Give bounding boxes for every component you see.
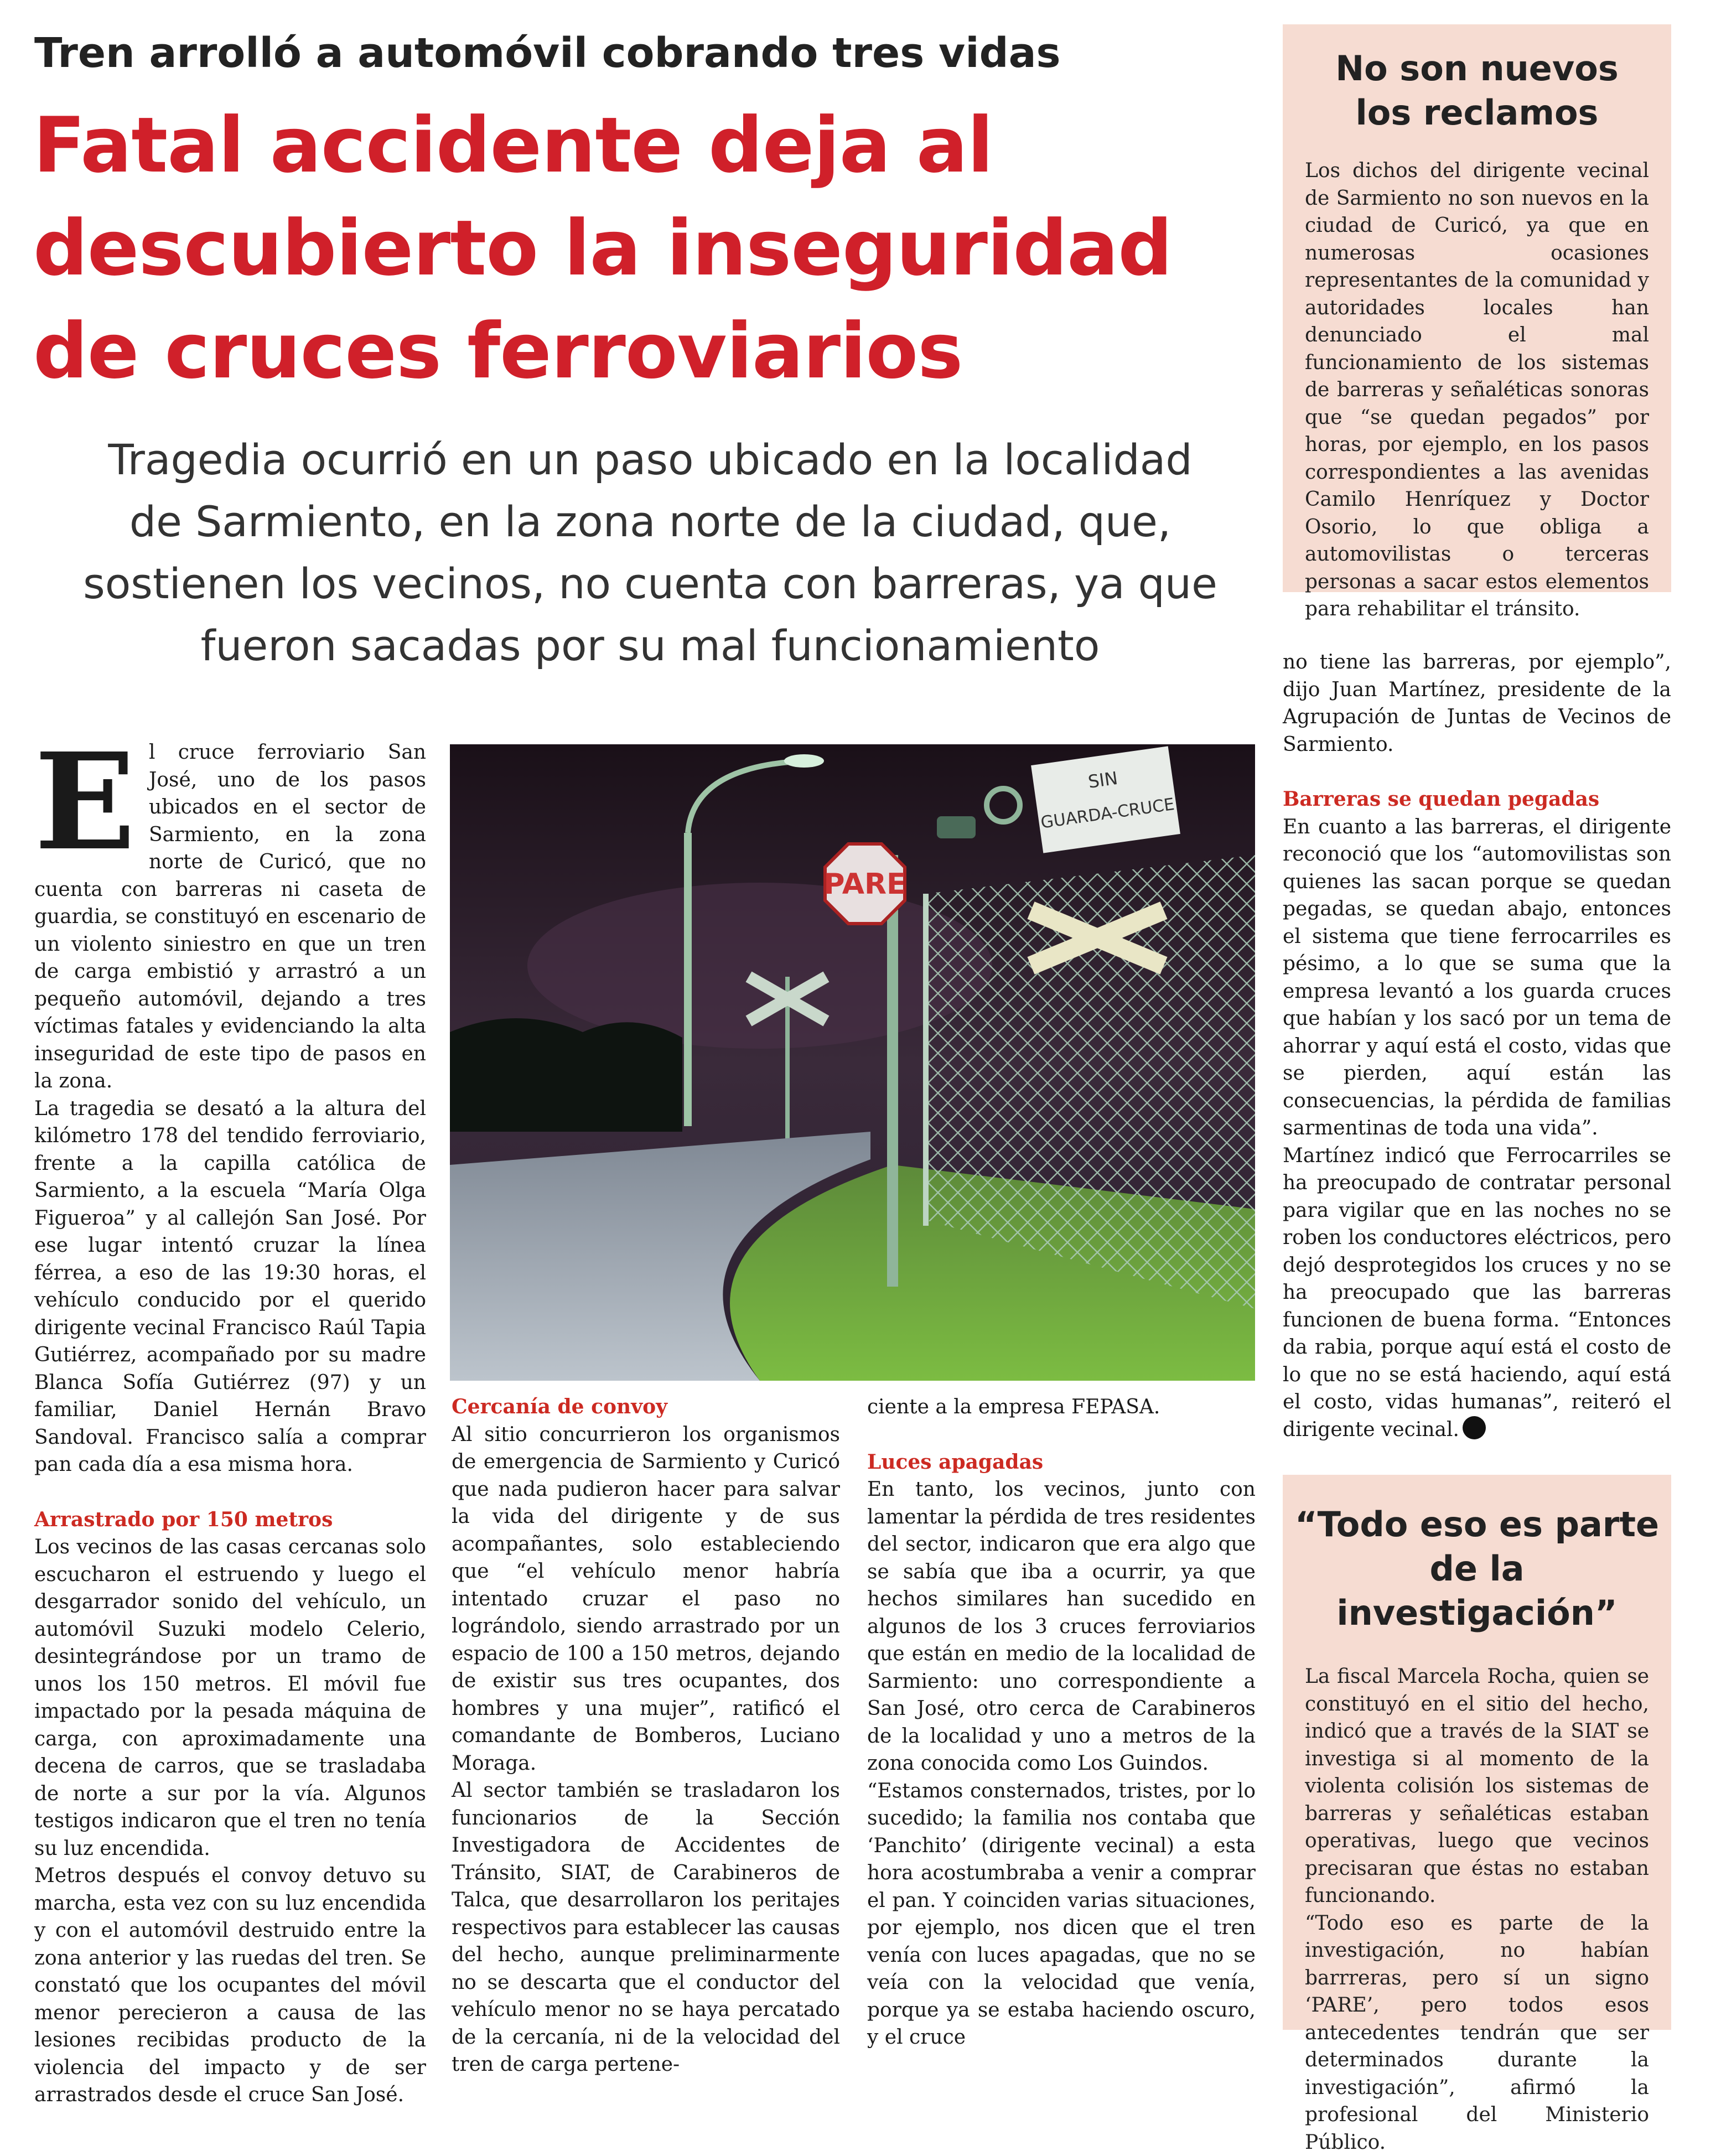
column-2 [452,1393,840,2079]
sidebar-paragraph: La fiscal Marcela Rocha, quien se constituyó en el sitio del hecho, indicó que a través de la SIAT se investiga si al momento de la violenta colisión los sistemas de barreras y señaléticas estaban operativas, luego que vecinos precisaran que éstas no estaban funcionando. [1305,1663,1649,1910]
paragraph: ciente a la empresa FEPASA. [867,1393,1256,1421]
paragraph [34,739,426,1095]
sidebar-title [1294,1502,1660,1635]
article-kicker: Tren arrolló a automóvil cobrando tres vidas [34,27,1252,80]
sidebar-title-line-2: de la investigación” [1294,1547,1660,1635]
paragraph-text: l cruce ferroviario San José, uno de los pasos ubicados en el sector de Sarmiento, en la zona norte de Curicó, que no cuenta con barreras ni caseta de guardia, se constituyó en escenario de un violento siniestro en que un tren de carga embistió y arrastró a un pequeño automóvil, dejando a tres víctimas fatales y evidenciando la alta inseguridad de este tipo de pasos en la zona. [34,741,426,1092]
sidebar-title-line-1: “Todo eso es parte [1294,1502,1660,1547]
paragraph: Los vecinos de las casas cercanas solo escucharon el estruendo y luego el desgarrador sonido del vehículo, un automóvil Suzuki modelo Celerio, desintegrándose por un tramo de unos los 150 metros. El móvil fue impactado por la pesada máquina de carga, con aproximadamente una decena de carros, que se trasladaba de norte a sur por la vía. Algunos testigos indicaron que el tren no tenía su luz encendida. [34,1533,426,1862]
headline-line-2: descubierto la inseguridad [33,197,1278,300]
headline-line-3: de cruces ferroviarios [33,300,1278,403]
sidebar-title-line-2: los reclamos [1299,91,1655,135]
sidebar-investigacion [1283,1475,1671,2030]
column-3 [867,1393,1256,2051]
deck-line-1: Tragedia ocurrió en un paso ubicado en la localidad [22,429,1278,491]
paragraph: Al sector también se trasladaron los funcionarios de la Sección Investigadora de Accidentes de Tránsito, SIAT, de Carabineros de Talca, que desarrollaron los peritajes respectivos para establecer las causas del hecho, aunque preliminarmente no se descarta que el conductor del vehículo menor no se haya percatado de la cercanía, ni de la velocidad del tren de carga pertene- [452,1777,840,2079]
paragraph: no tiene las barreras, por ejemplo”, dijo Juan Martínez, presidente de la Agrupación de Juntas de Vecinos de Sarmiento. [1283,649,1671,758]
paragraph: La tragedia se desató a la altura del kilómetro 178 del tendido ferroviario, frente a la capilla católica de Sarmiento, a la escuela “María Olga Figueroa” y al callejón San José. Por ese lugar intentó cruzar la línea férrea, a eso de las 19:30 horas, el vehículo conducido por el querido dirigente vecinal Francisco Raúl Tapia Gutiérrez, acompañado por su madre Blanca Sofía Gutiérrez (97) y un familiar, Daniel Hernán Bravo Sandoval. Francisco salía a comprar pan cada día a esa misma hora. [34,1095,426,1479]
sidebar-paragraph: Los dichos del dirigente vecinal de Sarmiento no son nuevos en la ciudad de Curicó, ya que en numerosas ocasiones representantes de la comunidad y autoridades locales han denunciado el mal funcionamiento de los sistemas de barreras y señaléticas sonoras que “se quedan pegados” por horas, por ejemplo, en los pasos correspondientes a las avenidas Camilo Henríquez y Doctor Osorio, lo que obliga a automovilistas o terceras personas a sacar estos elementos para rehabilitar el tránsito. [1305,157,1649,623]
sidebar-paragraph: “Todo eso es parte de la investigación, no habían barrreras, pero sí un signo ‘PARE’, pero todos esos antecedentes tendrán que ser determinados durante la investigación”, afirmó la profesional del Ministerio Público. [1305,1910,1649,2156]
paragraph [1283,1142,1671,1444]
sidebar-no-son-nuevos [1283,24,1671,592]
sidebar-body [1305,157,1649,623]
paragraph: En tanto, los vecinos, junto con lamentar la pérdida de tres residentes del sector, indicaron que era algo que se sabía que iba a ocurrir, ya que hechos similares han sucedido en algunos de los 3 cruces ferroviarios que están en medio de la localidad de Sarmiento: uno correspondiente a San José, otro cerca de Carabineros de la localidad y uno a metros de la zona conocida como Los Guindos. [867,1476,1256,1777]
column-1 [34,739,426,2109]
paragraph: Metros después el convoy detuvo su marcha, esta vez con su luz encendida y con el automóvil destruido entre la zona anterior y las ruedas del tren. Se constató que los ocupantes del móvil menor perecieron a causa de las lesiones recibidas producto de la violencia del impacto y de ser arrastrados desde el cruce San José. [34,1862,426,2109]
article-headline [33,94,1278,403]
paragraph: “Estamos consternados, tristes, por lo sucedido; la familia nos contaba que ‘Panchito’ (dirigente vecinal) a esta hora acostumbraba a venir a comprar el pan. Y coinciden varias situaciones, por ejemplo, nos dicen que el tren venía con luces apagadas, que no se veía con la velocidad que venía, porque ya se estaba haciendo oscuro, y el cruce [867,1777,1256,2051]
headline-line-1: Fatal accidente deja al [33,94,1278,197]
drop-cap: E [34,747,136,857]
paragraph-text: Martínez indicó que Ferrocarriles se ha preocupado de contratar personal para vigilar que en las noches no se roben los conductores eléctricos, pero dejó desprotegidos los cruces y no se ha preocupado que las barreras funcionen de buena forma. “Entonces da rabia, porque aquí está el costo de lo que no se está haciendo, aquí está el costo, vidas humanas”, reiteró el dirigente vecinal. [1283,1144,1671,1441]
subheading: Luces apagadas [867,1449,1256,1476]
end-mark-icon [1463,1416,1486,1439]
sidebar-title-line-1: No son nuevos [1299,46,1655,91]
article-deck [22,429,1278,677]
sign-text-line-2: GUARDA-CRUCE [1040,795,1176,833]
sidebar-title [1299,46,1655,135]
subheading: Arrastrado por 150 metros [34,1506,426,1534]
paragraph: Al sitio concurrieron los organismos de emergencia de Sarmiento y Curicó que nada pudieron hacer para salvar la vida del dirigente y de sus acompañantes, solo estableciendo que “el vehículo menor habría intentado cruzar el paso no lográndolo, siendo arrastrado por un espacio de 100 a 150 metros, dejando de existir sus tres ocupantes, dos hombres y una mujer”, ratificó el comandante de Bomberos, Luciano Moraga. [452,1421,840,1777]
deck-line-4: fueron sacadas por su mal funcionamiento [22,615,1278,677]
deck-line-3: sostienen los vecinos, no cuenta con barreras, ya que [22,553,1278,615]
stop-sign-text: PARE [823,868,906,901]
deck-line-2: de Sarmiento, en la zona norte de la ciudad, que, [22,491,1278,553]
sidebar-body [1305,1663,1649,2156]
subheading: Barreras se quedan pegadas [1283,786,1671,813]
sign-text-line-1: SIN [1087,768,1119,792]
photo-railway-crossing [450,744,1255,1381]
article-photo [450,744,1255,1381]
column-4 [1283,649,1671,1443]
paragraph: En cuanto a las barreras, el dirigente reconoció que los “automovilistas son quienes las sacan porque se quedan pegadas, se quedan abajo, entonces el sistema que tiene ferrocarriles es pésimo, a lo que se suma que la empresa levantó a los guarda cruces que habían y los sacó por un tema de ahorrar y aquí está el costo, vidas que se pierden, aquí están las consecuencias, la pérdida de familias sarmentinas de toda una vida”. [1283,813,1671,1142]
subheading: Cercanía de convoy [452,1393,840,1421]
